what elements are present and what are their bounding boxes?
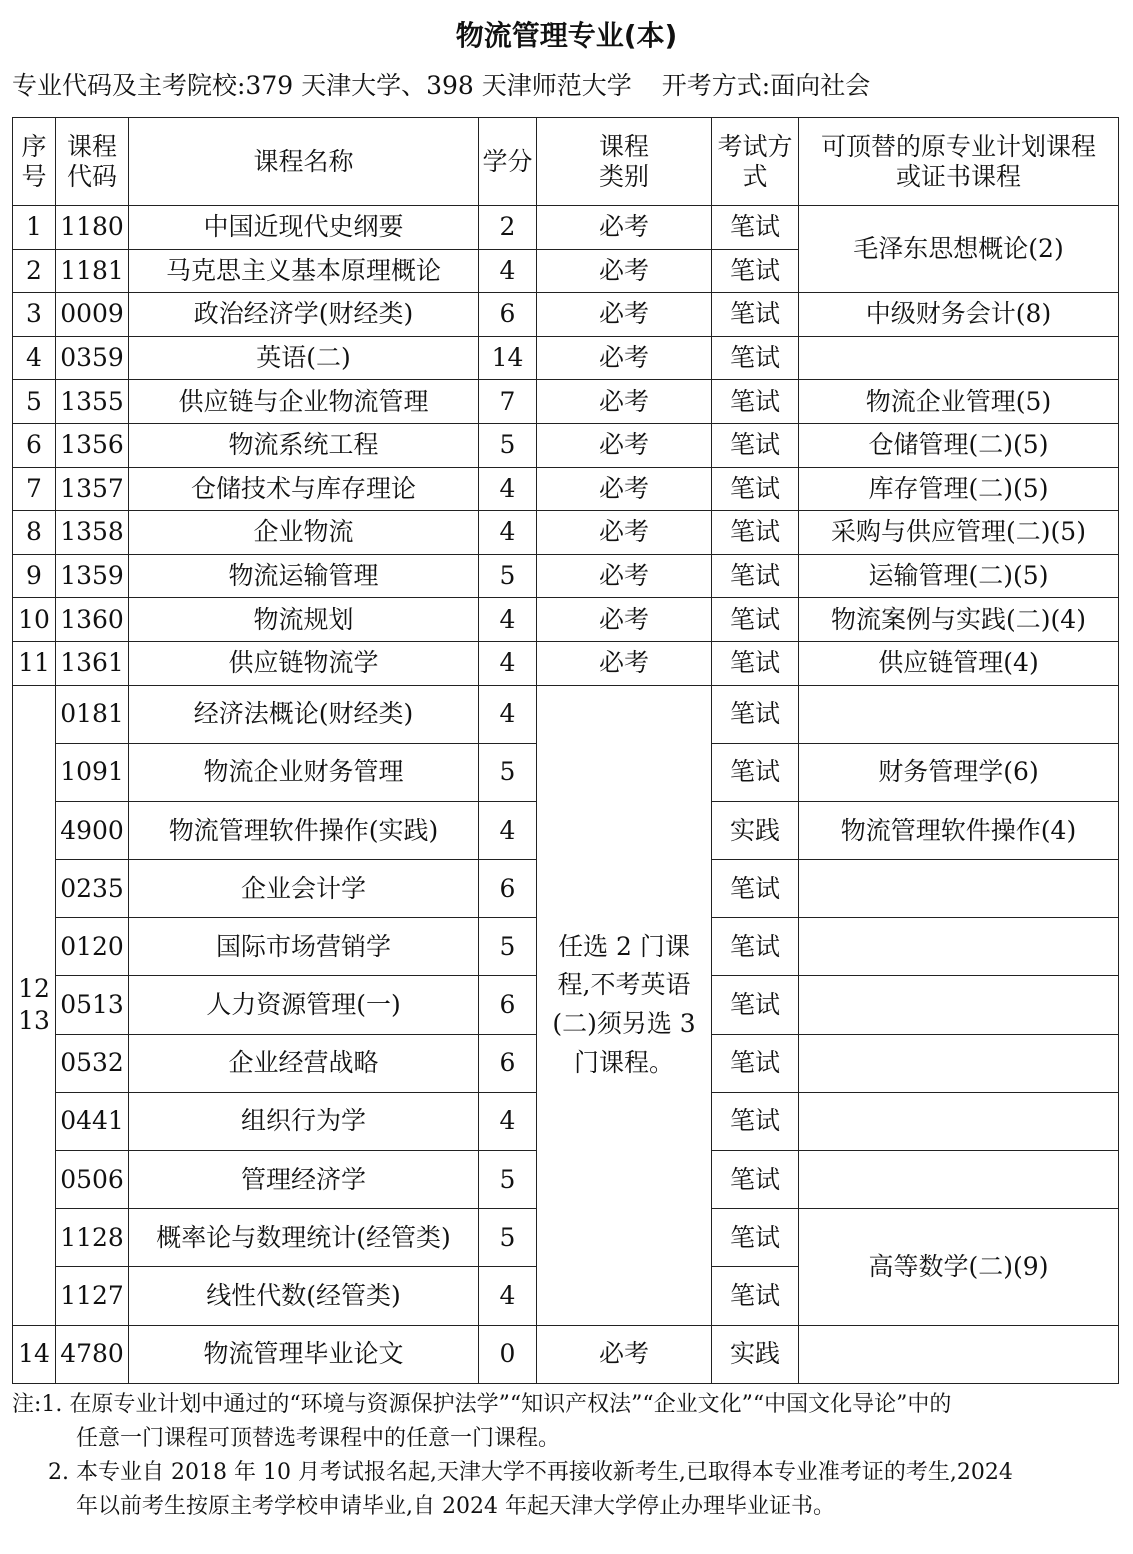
replace-course: [799, 1034, 1119, 1092]
exam-mode: 笔试: [712, 598, 799, 642]
exam-mode: 笔试: [712, 918, 799, 976]
exam-mode: 笔试: [712, 1267, 799, 1325]
course-name: 仓储技术与库存理论: [129, 467, 479, 511]
credit: 4: [479, 249, 537, 293]
credit: 6: [479, 976, 537, 1034]
credit: 5: [479, 1209, 537, 1267]
replace-course: 物流管理软件操作(4): [799, 801, 1119, 859]
course-name: 物流管理软件操作(实践): [129, 801, 479, 859]
category: 必考: [537, 641, 712, 685]
exam-mode: 笔试: [712, 1151, 799, 1209]
row-no: 3: [13, 293, 56, 337]
category: 必考: [537, 206, 712, 250]
course-name: 物流规划: [129, 598, 479, 642]
credit: 2: [479, 206, 537, 250]
credit: 6: [479, 860, 537, 918]
table-row: [13, 293, 1119, 337]
exam-mode: 笔试: [712, 743, 799, 801]
credit: 4: [479, 685, 537, 743]
table-row: [13, 554, 1119, 598]
course-code: 1357: [56, 467, 129, 511]
credit: 4: [479, 801, 537, 859]
exam-mode: 笔试: [712, 976, 799, 1034]
elective-no: [13, 685, 56, 1325]
exam-mode: 笔试: [712, 380, 799, 424]
replace-course: 仓储管理(二)(5): [799, 423, 1119, 467]
course-name: 经济法概论(财经类): [129, 685, 479, 743]
header-no: 序号: [13, 118, 56, 206]
course-name: 企业物流: [129, 511, 479, 555]
replace-course: 物流企业管理(5): [799, 380, 1119, 424]
course-name: 政治经济学(财经类): [129, 293, 479, 337]
replace-course: 毛泽东思想概论(2): [799, 206, 1119, 293]
credit: 14: [479, 336, 537, 380]
course-code: 1361: [56, 641, 129, 685]
table-row: [13, 206, 1119, 250]
exam-mode: 笔试: [712, 206, 799, 250]
category: 必考: [537, 554, 712, 598]
table-row: [13, 598, 1119, 642]
exam-mode: 笔试: [712, 467, 799, 511]
category: 必考: [537, 293, 712, 337]
course-name: 供应链物流学: [129, 641, 479, 685]
table-row: [13, 380, 1119, 424]
course-name: 物流企业财务管理: [129, 743, 479, 801]
exam-mode: 笔试: [712, 249, 799, 293]
course-code: 0506: [56, 1151, 129, 1209]
course-name: 国际市场营销学: [129, 918, 479, 976]
course-code: 1356: [56, 423, 129, 467]
header-credit: 学分: [479, 118, 537, 206]
course-code: 1181: [56, 249, 129, 293]
exam-mode: 笔试: [712, 336, 799, 380]
course-name: 概率论与数理统计(经管类): [129, 1209, 479, 1267]
elective-no-part: 13: [18, 1006, 50, 1036]
elective-no-part: 12: [18, 973, 50, 1003]
notes: [12, 1388, 1122, 1524]
course-code: 0181: [56, 685, 129, 743]
subtitle: [12, 66, 900, 102]
replace-course: [799, 685, 1119, 743]
exam-mode: 笔试: [712, 1209, 799, 1267]
course-code: 0441: [56, 1092, 129, 1150]
credit: 7: [479, 380, 537, 424]
credit: 5: [479, 918, 537, 976]
exam-mode: 笔试: [712, 511, 799, 555]
replace-course: 库存管理(二)(5): [799, 467, 1119, 511]
course-code: 0120: [56, 918, 129, 976]
exam-mode: 实践: [712, 801, 799, 859]
category: 必考: [537, 467, 712, 511]
course-name: 企业经营战略: [129, 1034, 479, 1092]
table-row: [13, 641, 1119, 685]
credit: 4: [479, 511, 537, 555]
exam-mode: 开考方式:面向社会: [661, 71, 871, 100]
header-replace: 可顶替的原专业计划课程或证书课程: [799, 118, 1119, 206]
credit: 5: [479, 423, 537, 467]
last-exam: 实践: [712, 1325, 799, 1383]
course-name: 供应链与企业物流管理: [129, 380, 479, 424]
header-name: 课程名称: [129, 118, 479, 206]
category: 任选 2 门课程,不考英语(二)须另选 3 门课程。: [537, 685, 712, 1325]
last-no: 14: [13, 1325, 56, 1383]
credit: 5: [479, 1151, 537, 1209]
table-row: [13, 423, 1119, 467]
course-code: 1358: [56, 511, 129, 555]
schools: 专业代码及主考院校:379 天津大学、398 天津师范大学: [12, 71, 632, 100]
course-code: 1360: [56, 598, 129, 642]
row-no: 4: [13, 336, 56, 380]
exam-mode: 笔试: [712, 1034, 799, 1092]
last-replace: [799, 1325, 1119, 1383]
header-exam: 考试方式: [712, 118, 799, 206]
replace-course: [799, 976, 1119, 1034]
replace-course: 高等数学(二)(9): [799, 1209, 1119, 1325]
row-no: 2: [13, 249, 56, 293]
last-code: 4780: [56, 1325, 129, 1383]
course-name: 中国近现代史纲要: [129, 206, 479, 250]
course-code: 1128: [56, 1209, 129, 1267]
last-credit: 0: [479, 1325, 537, 1383]
exam-mode: 笔试: [712, 1092, 799, 1150]
replace-course: 采购与供应管理(二)(5): [799, 511, 1119, 555]
course-name: 人力资源管理(一): [129, 976, 479, 1034]
replace-course: [799, 918, 1119, 976]
replace-course: 物流案例与实践(二)(4): [799, 598, 1119, 642]
course-name: 物流系统工程: [129, 423, 479, 467]
course-name: 物流运输管理: [129, 554, 479, 598]
credit: 6: [479, 293, 537, 337]
row-no: 9: [13, 554, 56, 598]
course-code: 4900: [56, 801, 129, 859]
row-no: 8: [13, 511, 56, 555]
table-row: [13, 467, 1119, 511]
course-name: 管理经济学: [129, 1151, 479, 1209]
course-code: 0359: [56, 336, 129, 380]
replace-course: 运输管理(二)(5): [799, 554, 1119, 598]
exam-mode: 笔试: [712, 641, 799, 685]
row-no: 11: [13, 641, 56, 685]
credit: 5: [479, 554, 537, 598]
course-name: 线性代数(经管类): [129, 1267, 479, 1325]
table-row: [13, 511, 1119, 555]
course-code: 0532: [56, 1034, 129, 1092]
replace-course: 中级财务会计(8): [799, 293, 1119, 337]
credit: 4: [479, 1267, 537, 1325]
exam-mode: 笔试: [712, 423, 799, 467]
row-no: 1: [13, 206, 56, 250]
note-1: 1. 在原专业计划中通过的“环境与资源保护法学”“知识产权法”“企业文化”“中国文化导论”中的: [41, 1392, 952, 1417]
category: 必考: [537, 380, 712, 424]
replace-course: [799, 860, 1119, 918]
credit: 4: [479, 598, 537, 642]
row-no: 5: [13, 380, 56, 424]
course-name: 企业会计学: [129, 860, 479, 918]
table-row: [13, 1325, 1119, 1383]
page-title: 物流管理专业(本): [455, 19, 678, 52]
row-no: 7: [13, 467, 56, 511]
course-table: [12, 117, 1119, 1384]
exam-mode: 笔试: [712, 685, 799, 743]
course-code: 0009: [56, 293, 129, 337]
table-row: [13, 336, 1119, 380]
course-code: 1091: [56, 743, 129, 801]
replace-course: [799, 1092, 1119, 1150]
last-name: 物流管理毕业论文: [129, 1325, 479, 1383]
credit: 5: [479, 743, 537, 801]
course-code: 1355: [56, 380, 129, 424]
course-code: 0235: [56, 860, 129, 918]
course-name: 马克思主义基本原理概论: [129, 249, 479, 293]
header-category: 课程类别: [537, 118, 712, 206]
credit: 4: [479, 1092, 537, 1150]
course-name: 英语(二): [129, 336, 479, 380]
credit: 4: [479, 467, 537, 511]
credit: 4: [479, 641, 537, 685]
replace-course: [799, 1151, 1119, 1209]
course-code: 1127: [56, 1267, 129, 1325]
credit: 6: [479, 1034, 537, 1092]
row-no: 10: [13, 598, 56, 642]
exam-mode: 笔试: [712, 554, 799, 598]
exam-mode: 笔试: [712, 293, 799, 337]
course-name: 组织行为学: [129, 1092, 479, 1150]
course-code: 1180: [56, 206, 129, 250]
header-code: 课程代码: [56, 118, 129, 206]
note-2-cont: 年以前考生按原主考学校申请毕业,自 2024 年起天津大学停止办理毕业证书。: [76, 1494, 835, 1519]
replace-course: 供应链管理(4): [799, 641, 1119, 685]
category: 必考: [537, 249, 712, 293]
category: 必考: [537, 598, 712, 642]
last-category: 必考: [537, 1325, 712, 1383]
table-row: [13, 685, 1119, 743]
category: 必考: [537, 423, 712, 467]
note-1-cont: 任意一门课程可顶替选考课程中的任意一门课程。: [76, 1426, 561, 1451]
exam-mode: 笔试: [712, 860, 799, 918]
note-2: 2. 本专业自 2018 年 10 月考试报名起,天津大学不再接收新考生,已取得本专业准考证的考生,2024: [48, 1460, 1013, 1485]
replace-course: [799, 336, 1119, 380]
category: 必考: [537, 336, 712, 380]
course-code: 1359: [56, 554, 129, 598]
header-row: [13, 118, 1119, 206]
category: 必考: [537, 511, 712, 555]
replace-course: 财务管理学(6): [799, 743, 1119, 801]
row-no: 6: [13, 423, 56, 467]
notes-label: 注:: [12, 1392, 42, 1417]
course-code: 0513: [56, 976, 129, 1034]
